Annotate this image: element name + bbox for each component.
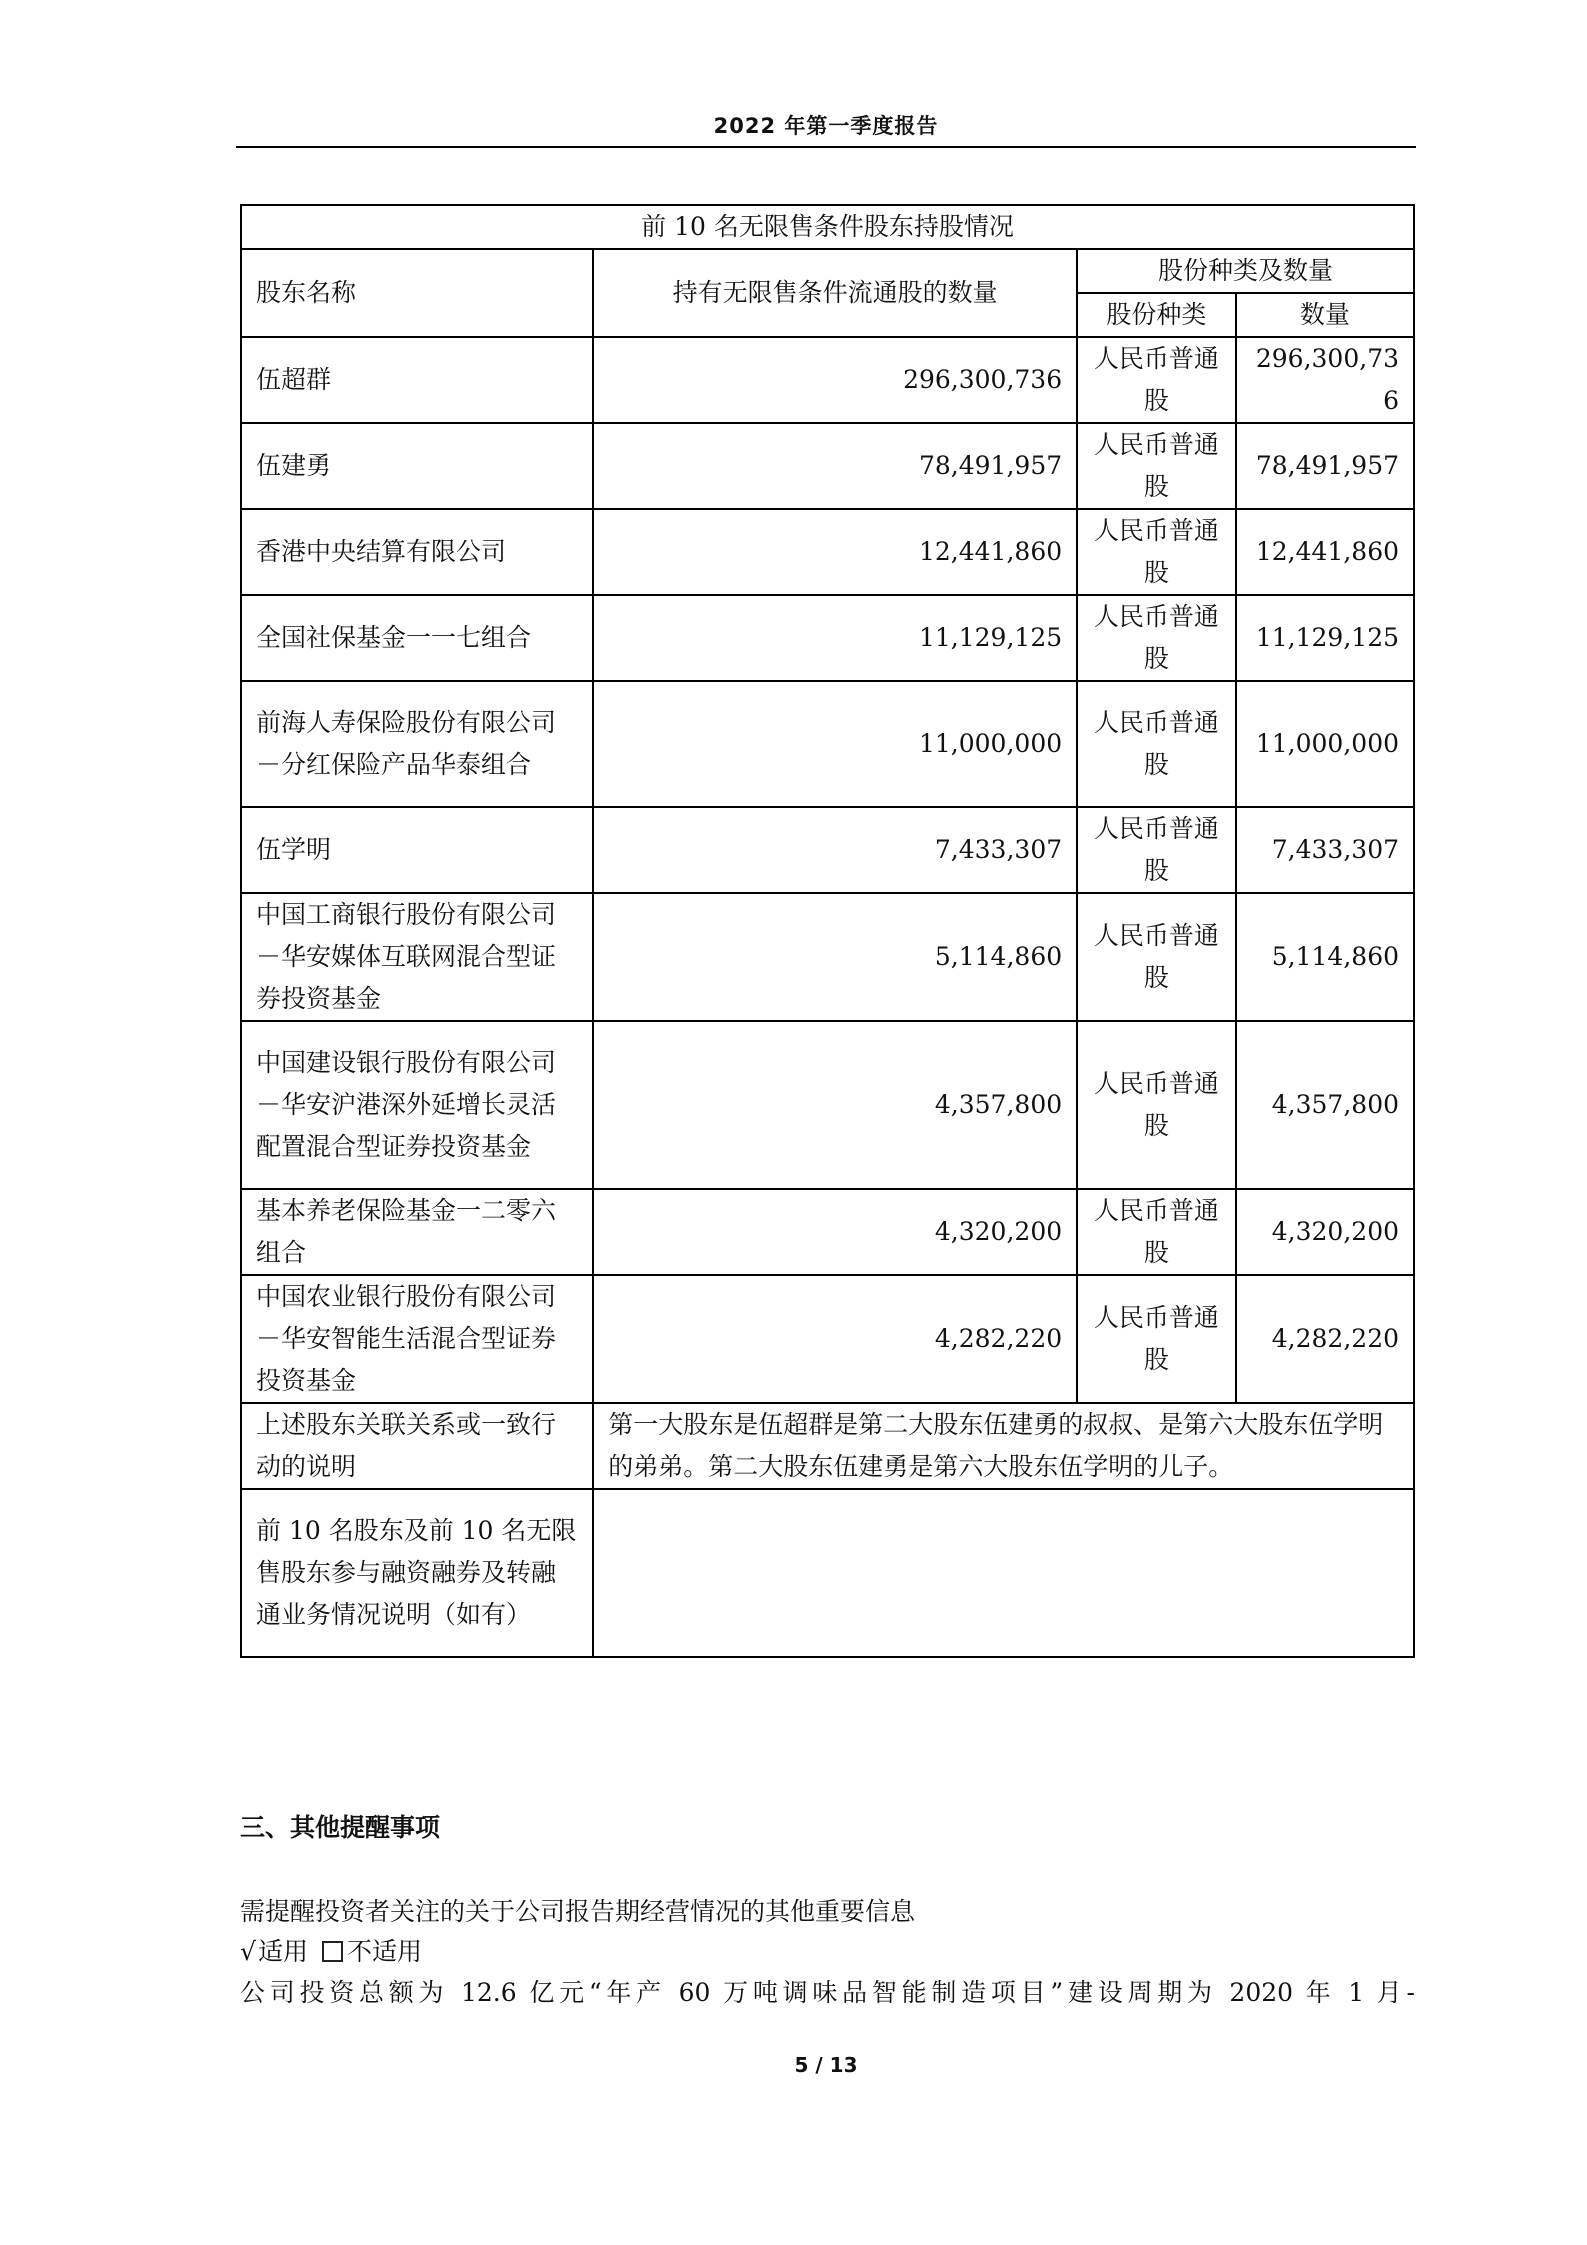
applicability-options: [240, 1932, 422, 1972]
relation-row: [241, 1403, 1414, 1489]
header-share-qty: 数量: [1236, 293, 1414, 337]
table-row: [241, 1275, 1414, 1403]
holder-share-qty: 7,433,307: [1236, 807, 1414, 893]
holder-unrestricted-qty: 5,114,860: [593, 893, 1077, 1021]
holder-share-qty: 78,491,957: [1236, 423, 1414, 509]
report-header-title: 2022 年第一季度报告: [713, 114, 939, 138]
holder-name: 全国社保基金一一七组合: [241, 595, 593, 681]
holder-share-type: 人民币普通股: [1077, 807, 1236, 893]
holder-share-type: 人民币普通股: [1077, 681, 1236, 807]
margin-trading-text: [593, 1489, 1414, 1657]
holder-share-qty: 11,000,000: [1236, 681, 1414, 807]
applicable-label: 适用: [257, 1937, 308, 1966]
header-unrestricted-qty: 持有无限售条件流通股的数量: [593, 249, 1077, 337]
holder-name: 伍超群: [241, 337, 593, 423]
holder-share-type: 人民币普通股: [1077, 423, 1236, 509]
margin-trading-row: [241, 1489, 1414, 1657]
holder-share-qty: 4,320,200: [1236, 1189, 1414, 1275]
holder-unrestricted-qty: 7,433,307: [593, 807, 1077, 893]
table-row: [241, 807, 1414, 893]
table-row: [241, 1189, 1414, 1275]
table-title-row: [241, 205, 1414, 249]
holder-name: 伍建勇: [241, 423, 593, 509]
page-number: 5 / 13: [794, 2053, 858, 2077]
table-row: [241, 423, 1414, 509]
holder-name: 前海人寿保险股份有限公司－分红保险产品华泰组合: [241, 681, 593, 807]
holder-unrestricted-qty: 78,491,957: [593, 423, 1077, 509]
holder-share-qty: 12,441,860: [1236, 509, 1414, 595]
holder-name: 中国工商银行股份有限公司－华安媒体互联网混合型证券投资基金: [241, 893, 593, 1021]
holder-share-type: 人民币普通股: [1077, 595, 1236, 681]
section-intro: 需提醒投资者关注的关于公司报告期经营情况的其他重要信息: [240, 1897, 916, 1926]
table-header-row: [241, 249, 1414, 293]
top10-unrestricted-holders-table: [240, 204, 1415, 1658]
holder-share-qty: 5,114,860: [1236, 893, 1414, 1021]
holder-unrestricted-qty: 296,300,736: [593, 337, 1077, 423]
table-row: [241, 893, 1414, 1021]
holder-share-qty: 296,300,736: [1236, 337, 1414, 423]
relation-text: 第一大股东是伍超群是第二大股东伍建勇的叔叔、是第六大股东伍学明的弟弟。第二大股东伍建勇是第六大股东伍学明的儿子。: [593, 1403, 1414, 1489]
holder-share-qty: 4,282,220: [1236, 1275, 1414, 1403]
holder-share-type: 人民币普通股: [1077, 509, 1236, 595]
holder-name: 基本养老保险基金一二零六组合: [241, 1189, 593, 1275]
holder-unrestricted-qty: 11,000,000: [593, 681, 1077, 807]
holder-share-type: 人民币普通股: [1077, 1275, 1236, 1403]
section-title: 三、其他提醒事项: [240, 1813, 441, 1842]
holder-share-type: 人民币普通股: [1077, 337, 1236, 423]
header-share-type-and-qty: 股份种类及数量: [1077, 249, 1414, 293]
holder-name: 中国建设银行股份有限公司－华安沪港深外延增长灵活配置混合型证券投资基金: [241, 1021, 593, 1189]
not-applicable-label: 不适用: [346, 1937, 422, 1966]
holder-share-type: 人民币普通股: [1077, 1021, 1236, 1189]
holder-share-qty: 11,129,125: [1236, 595, 1414, 681]
check-mark-icon: √: [240, 1937, 256, 1966]
checkbox-empty-icon: [322, 1941, 343, 1962]
holder-unrestricted-qty: 4,320,200: [593, 1189, 1077, 1275]
holder-unrestricted-qty: 4,282,220: [593, 1275, 1077, 1403]
section-body-text: 公司投资总额为 12.6 亿元“年产 60 万吨调味品智能制造项目”建设周期为 2020 年 1 月-: [240, 1978, 1415, 2007]
table-row: [241, 1021, 1414, 1189]
holder-unrestricted-qty: 11,129,125: [593, 595, 1077, 681]
table-row: [241, 595, 1414, 681]
holder-share-qty: 4,357,800: [1236, 1021, 1414, 1189]
table-row: [241, 681, 1414, 807]
margin-trading-label: 前 10 名股东及前 10 名无限售股东参与融资融券及转融通业务情况说明（如有）: [241, 1489, 593, 1657]
relation-label: 上述股东关联关系或一致行动的说明: [241, 1403, 593, 1489]
holder-name: 伍学明: [241, 807, 593, 893]
holder-name: 香港中央结算有限公司: [241, 509, 593, 595]
header-holder-name: 股东名称: [241, 249, 593, 337]
holder-share-type: 人民币普通股: [1077, 893, 1236, 1021]
table-row: [241, 509, 1414, 595]
header-share-type: 股份种类: [1077, 293, 1236, 337]
holder-unrestricted-qty: 4,357,800: [593, 1021, 1077, 1189]
table-title: 前 10 名无限售条件股东持股情况: [241, 205, 1414, 249]
header-divider: [236, 146, 1416, 148]
holder-share-type: 人民币普通股: [1077, 1189, 1236, 1275]
holder-name: 中国农业银行股份有限公司－华安智能生活混合型证券投资基金: [241, 1275, 593, 1403]
table-row: [241, 337, 1414, 423]
holder-unrestricted-qty: 12,441,860: [593, 509, 1077, 595]
